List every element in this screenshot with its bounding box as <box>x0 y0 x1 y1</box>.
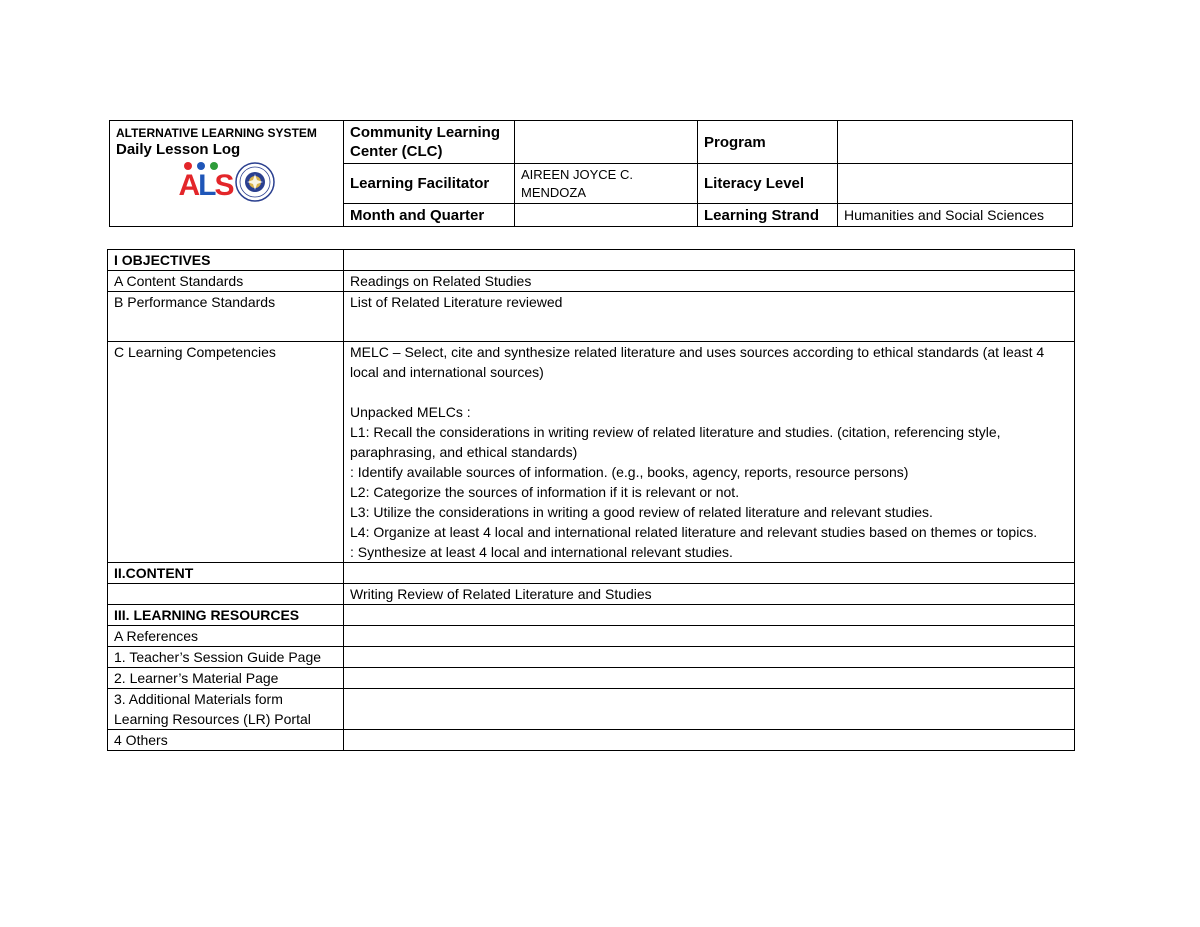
tsg-label: 1. Teacher’s Session Guide Page <box>108 647 344 668</box>
objectives-heading-value <box>344 250 1075 271</box>
content-heading-value <box>344 563 1075 584</box>
additional-materials-value <box>344 689 1075 730</box>
competencies-melc: MELC – Select, cite and synthesize related literature and uses sources according to ethical standards (at least 4 local and international sources) <box>350 344 1045 380</box>
unpacked-item: : Identify available sources of information. (e.g., books, agency, reports, resource persons) <box>350 464 909 480</box>
als-title: ALTERNATIVE LEARNING SYSTEM <box>116 126 317 140</box>
clc-value <box>515 121 698 164</box>
unpacked-item: : Synthesize at least 4 local and international relevant studies. <box>350 544 733 560</box>
content-standards-value: Readings on Related Studies <box>344 271 1075 292</box>
als-logo <box>178 162 233 202</box>
competencies-label: C Learning Competencies <box>108 342 344 563</box>
month-value <box>515 204 698 227</box>
lesson-table <box>107 249 1075 751</box>
content-value: Writing Review of Related Literature and Studies <box>344 584 1075 605</box>
clc-label: Community Learning Center (CLC) <box>344 121 515 164</box>
literacy-value <box>838 164 1073 204</box>
additional-materials-label: 3. Additional Materials form Learning Resources (LR) Portal <box>108 689 344 730</box>
strand-label: Learning Strand <box>698 204 838 227</box>
unpacked-item: L2: Categorize the sources of information if it is relevant or not. <box>350 484 740 500</box>
als-logo-text: ALS <box>178 169 233 202</box>
program-value <box>838 121 1073 164</box>
unpacked-item: L4: Organize at least 4 local and international related literature and relevant studies based on themes or topics. <box>350 524 1038 540</box>
performance-standards-label: B Performance Standards <box>108 292 344 342</box>
lm-label: 2. Learner’s Material Page <box>108 668 344 689</box>
facilitator-value: AIREEN JOYCE C. MENDOZA <box>515 164 698 204</box>
deped-seal-icon <box>235 162 275 202</box>
literacy-label: Literacy Level <box>698 164 838 204</box>
resources-heading-value <box>344 605 1075 626</box>
header-table <box>109 120 1073 227</box>
lm-value <box>344 668 1075 689</box>
resources-heading: III. LEARNING RESOURCES <box>108 605 344 626</box>
objectives-heading: I OBJECTIVES <box>108 250 344 271</box>
strand-value: Humanities and Social Sciences <box>838 204 1073 227</box>
tsg-value <box>344 647 1075 668</box>
facilitator-label: Learning Facilitator <box>344 164 515 204</box>
spacer <box>350 382 1068 402</box>
content-heading: II.CONTENT <box>108 563 344 584</box>
daily-lesson-log-title: Daily Lesson Log <box>116 141 241 158</box>
logos <box>116 162 337 202</box>
references-label: A References <box>108 626 344 647</box>
performance-standards-value: List of Related Literature reviewed <box>344 292 1075 342</box>
unpacked-item: L1: Recall the considerations in writing review of related literature and studies. (citation, referencing style, paraphrasing, and ethical standards) <box>350 424 1001 460</box>
month-label: Month and Quarter <box>344 204 515 227</box>
others-label: 4 Others <box>108 730 344 751</box>
others-value <box>344 730 1075 751</box>
header-brand-cell <box>110 121 344 227</box>
unpacked-title: Unpacked MELCs : <box>350 404 471 420</box>
references-value <box>344 626 1075 647</box>
content-label-cell <box>108 584 344 605</box>
competencies-value <box>344 342 1075 563</box>
content-standards-label: A Content Standards <box>108 271 344 292</box>
unpacked-item: L3: Utilize the considerations in writing a good review of related literature and relevant studies. <box>350 504 933 520</box>
program-label: Program <box>698 121 838 164</box>
